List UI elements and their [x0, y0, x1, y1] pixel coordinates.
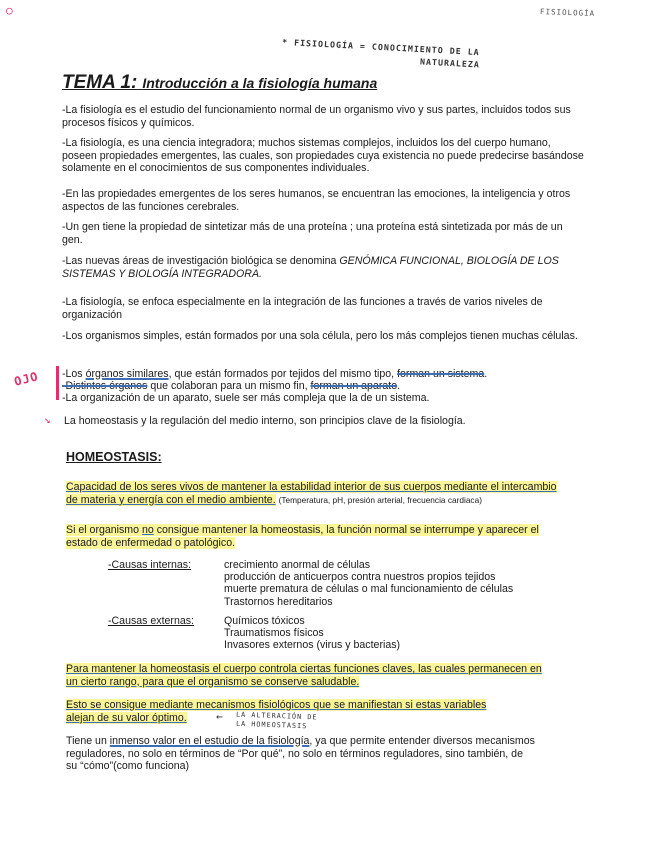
organs-line-3: -La organización de un aparato, suele ser más compleja que la de un sistema.: [62, 392, 430, 404]
organs-line-2-b: que colaboran para un mismo fin,: [147, 380, 311, 392]
margin-bar: [56, 366, 59, 400]
top-right-note: FISIOLOGÍA: [539, 7, 596, 18]
organs-line-1-d: forman un sistema: [397, 368, 485, 380]
homeostasis-definition-text: Capacidad de los seres vivos de mantener la estabilidad interior de sus cuerpos mediante el intercambio de materia y energía con el medio ambiente.: [66, 481, 557, 506]
closing-2-line-2-text: alejan de su valor óptimo.: [66, 711, 187, 724]
internal-causes-label: -Causas internas:: [108, 559, 192, 571]
closing-2-line-1-text: Esto se consigue mediante mecanismos fisiológicos que se manifiestan si estas variables: [66, 699, 487, 711]
corner-mark: ○: [6, 4, 14, 17]
closing-note-2: LA HOMEOSTASIS: [235, 719, 308, 731]
external-causes-label: -Causas externas:: [108, 615, 194, 627]
list-item: crecimiento anormal de células: [224, 559, 371, 571]
closing-paragraph-3: [66, 735, 536, 773]
homeostasis-intro: La homeostasis y la regulación del medio interno, son principios clave de la fisiología.: [64, 415, 466, 427]
paragraph-6: -La fisiología, se enfoca especialmente en la integración de las funciones a través de varios niveles de organización: [62, 296, 543, 321]
organs-line-1-e: .: [484, 368, 488, 380]
closing-text-1: Para mantener la homeostasis el cuerpo controla ciertas funciones claves, las cuales permanecen en un cierto rango, para que el organismo se conserve saludable.: [66, 663, 542, 688]
organs-line-2-d: .: [397, 380, 401, 392]
homeostasis-definition: [66, 481, 566, 506]
internal-causes-list: [224, 559, 513, 608]
failure-text-b: no: [141, 524, 154, 536]
organs-line-1-c: , que están formados por tejidos del mismo tipo,: [168, 368, 398, 380]
organs-line-2: [62, 380, 582, 393]
list-item: Invasores externos (virus y bacterias): [224, 639, 401, 652]
title-sub: Introducción a la fisiología humana: [142, 75, 378, 91]
handwritten-annotation-2: NATURALEZA: [419, 56, 481, 70]
closing-3-c: , ya que permite entender diversos mecanismos reguladores, no solo en términos de “Por qué”, no solo en términos reguladores, sino también, de su “cómo”(como funciona): [66, 735, 535, 773]
list-item: Traumatismos físicos: [224, 627, 324, 640]
organs-line-1-b: órganos similares: [85, 368, 169, 380]
organs-line-2-a: -Distintos órganos: [62, 380, 148, 392]
closing-3-a: Tiene un: [66, 735, 110, 747]
paragraph-5: [62, 255, 580, 280]
page-title: [62, 72, 377, 94]
closing-3-b: inmenso valor en el estudio de la fisiología: [109, 735, 310, 747]
failure-text-a: Si el organismo: [66, 524, 142, 536]
paragraph-2: -La fisiología, es una ciencia integradora; muchos sistemas complejos, incluidos los del cuerpo humano, poseen propiedades emergentes, las cuales, son propiedades cuya existencia no puede predecirse basándose solamente en el conocimientos de sus componentes individuales.: [62, 137, 584, 175]
organs-line-2-c: forman un aparato: [310, 380, 398, 392]
closing-paragraph-1: [66, 663, 546, 688]
organs-line-1: [62, 368, 582, 381]
list-item: Trastornos hereditarios: [224, 595, 333, 608]
paragraph-7: -Los organismos simples, están formados por una sola célula, pero los más complejos tienen muchas células.: [62, 330, 578, 342]
paragraph-5-italic: GENÓMICA FUNCIONAL, BIOLOGÍA DE LOS SISTEMAS Y BIOLOGÍA INTEGRADORA.: [62, 255, 559, 280]
closing-note-1: LA ALTERACIÓN DE: [235, 710, 318, 722]
closing-note-arrow: ←: [216, 710, 224, 723]
list-item: producción de anticuerpos contra nuestros propios tejidos: [224, 571, 496, 584]
paragraph-1: -La fisiología es el estudio del funcionamiento normal de un organismo vivo y sus partes, incluidos todos sus procesos físicos y químicos.: [62, 104, 571, 129]
paragraph-3: -En las propiedades emergentes de los seres humanos, se encuentran las emociones, la inteligencia y otros aspectos de las funciones cerebrales.: [62, 188, 571, 213]
ojo-note: OJO: [12, 369, 41, 389]
homeostasis-definition-note: (Temperatura, pH, presión arterial, frecuencia cardiaca): [278, 494, 482, 505]
closing-2-line-1: [66, 699, 566, 712]
organs-line-1-a: -Los: [62, 368, 86, 380]
failure-text-c: consigue mantener la homeostasis, la función normal se interrumpe y aparecer el estado de enfermedad o patológico.: [66, 524, 539, 549]
handwritten-annotation-1: * FISIOLOGÍA = CONOCIMIENTO DE LA: [281, 36, 480, 58]
paragraph-5-text: -Las nuevas áreas de investigación biológica se denomina: [62, 255, 340, 267]
homeostasis-failure: [66, 524, 556, 549]
arrow-mark: ↘: [44, 413, 52, 426]
section-heading-homeostasis: HOMEOSTASIS:: [66, 450, 162, 464]
list-item: muerte prematura de células o mal funcionamiento de células: [224, 583, 514, 596]
title-main: TEMA 1:: [62, 72, 138, 93]
external-causes-list: [224, 615, 400, 652]
paragraph-4: -Un gen tiene la propiedad de sintetizar más de una proteína ; una proteína está sintetizada por más de un gen.: [62, 221, 563, 246]
list-item: Químicos tóxicos: [224, 615, 305, 627]
